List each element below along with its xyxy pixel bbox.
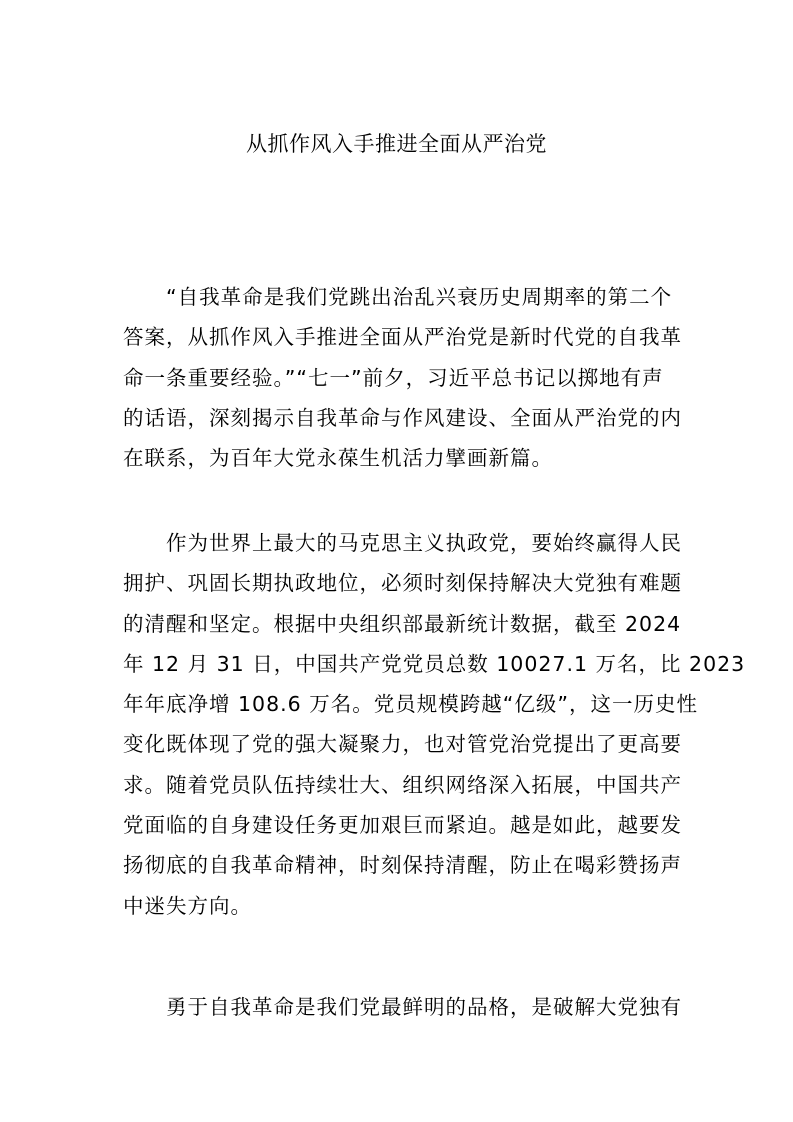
paragraph-line: 中迷失方向。	[123, 893, 252, 918]
paragraph-line: 年年底净增 108.6 万名。党员规模跨越“亿级”，这一历史性	[123, 692, 698, 717]
paragraph-line: 党面临的自身建设任务更加艰巨而紧迫。越是如此，越要发	[123, 813, 682, 838]
paragraph-line: 的清醒和坚定。根据中央组织部最新统计数据，截至 2024	[123, 611, 682, 636]
paragraph-line: 答案，从抓作风入手推进全面从严治党是新时代党的自我革	[123, 325, 682, 350]
paragraph-line: 年 12 月 31 日，中国共产党党员总数 10027.1 万名，比 2023	[123, 651, 746, 676]
paragraph-line: “自我革命是我们党跳出治乱兴衰历史周期率的第二个	[123, 285, 673, 309]
paragraph-line: 勇于自我革命是我们党最鲜明的品格，是破解大党独有	[123, 995, 682, 1019]
paragraph-line: 命一条重要经验。”“七一”前夕，习近平总书记以掷地有声	[123, 365, 664, 390]
paragraph-line: 变化既体现了党的强大凝聚力，也对管党治党提出了更高要	[123, 732, 682, 757]
paragraph-2	[123, 523, 746, 926]
paragraph-line: 作为世界上最大的马克思主义执政党，要始终赢得人民	[123, 531, 682, 555]
document-title: 从抓作风入手推进全面从严治党	[246, 132, 547, 156]
paragraph-3	[123, 987, 682, 1027]
paragraph-line: 拥护、巩固长期执政地位，必须时刻保持解决大党独有难题	[123, 571, 682, 596]
paragraph-line: 在联系，为百年大党永葆生机活力擘画新篇。	[123, 446, 553, 471]
paragraph-line: 扬彻底的自我革命精神，时刻保持清醒，防止在喝彩赞扬声	[123, 853, 682, 878]
paragraph-line: 的话语，深刻揭示自我革命与作风建设、全面从严治党的内	[123, 405, 682, 430]
paragraph-1	[123, 277, 682, 478]
paragraph-line: 求。随着党员队伍持续壮大、组织网络深入拓展，中国共产	[123, 772, 682, 797]
